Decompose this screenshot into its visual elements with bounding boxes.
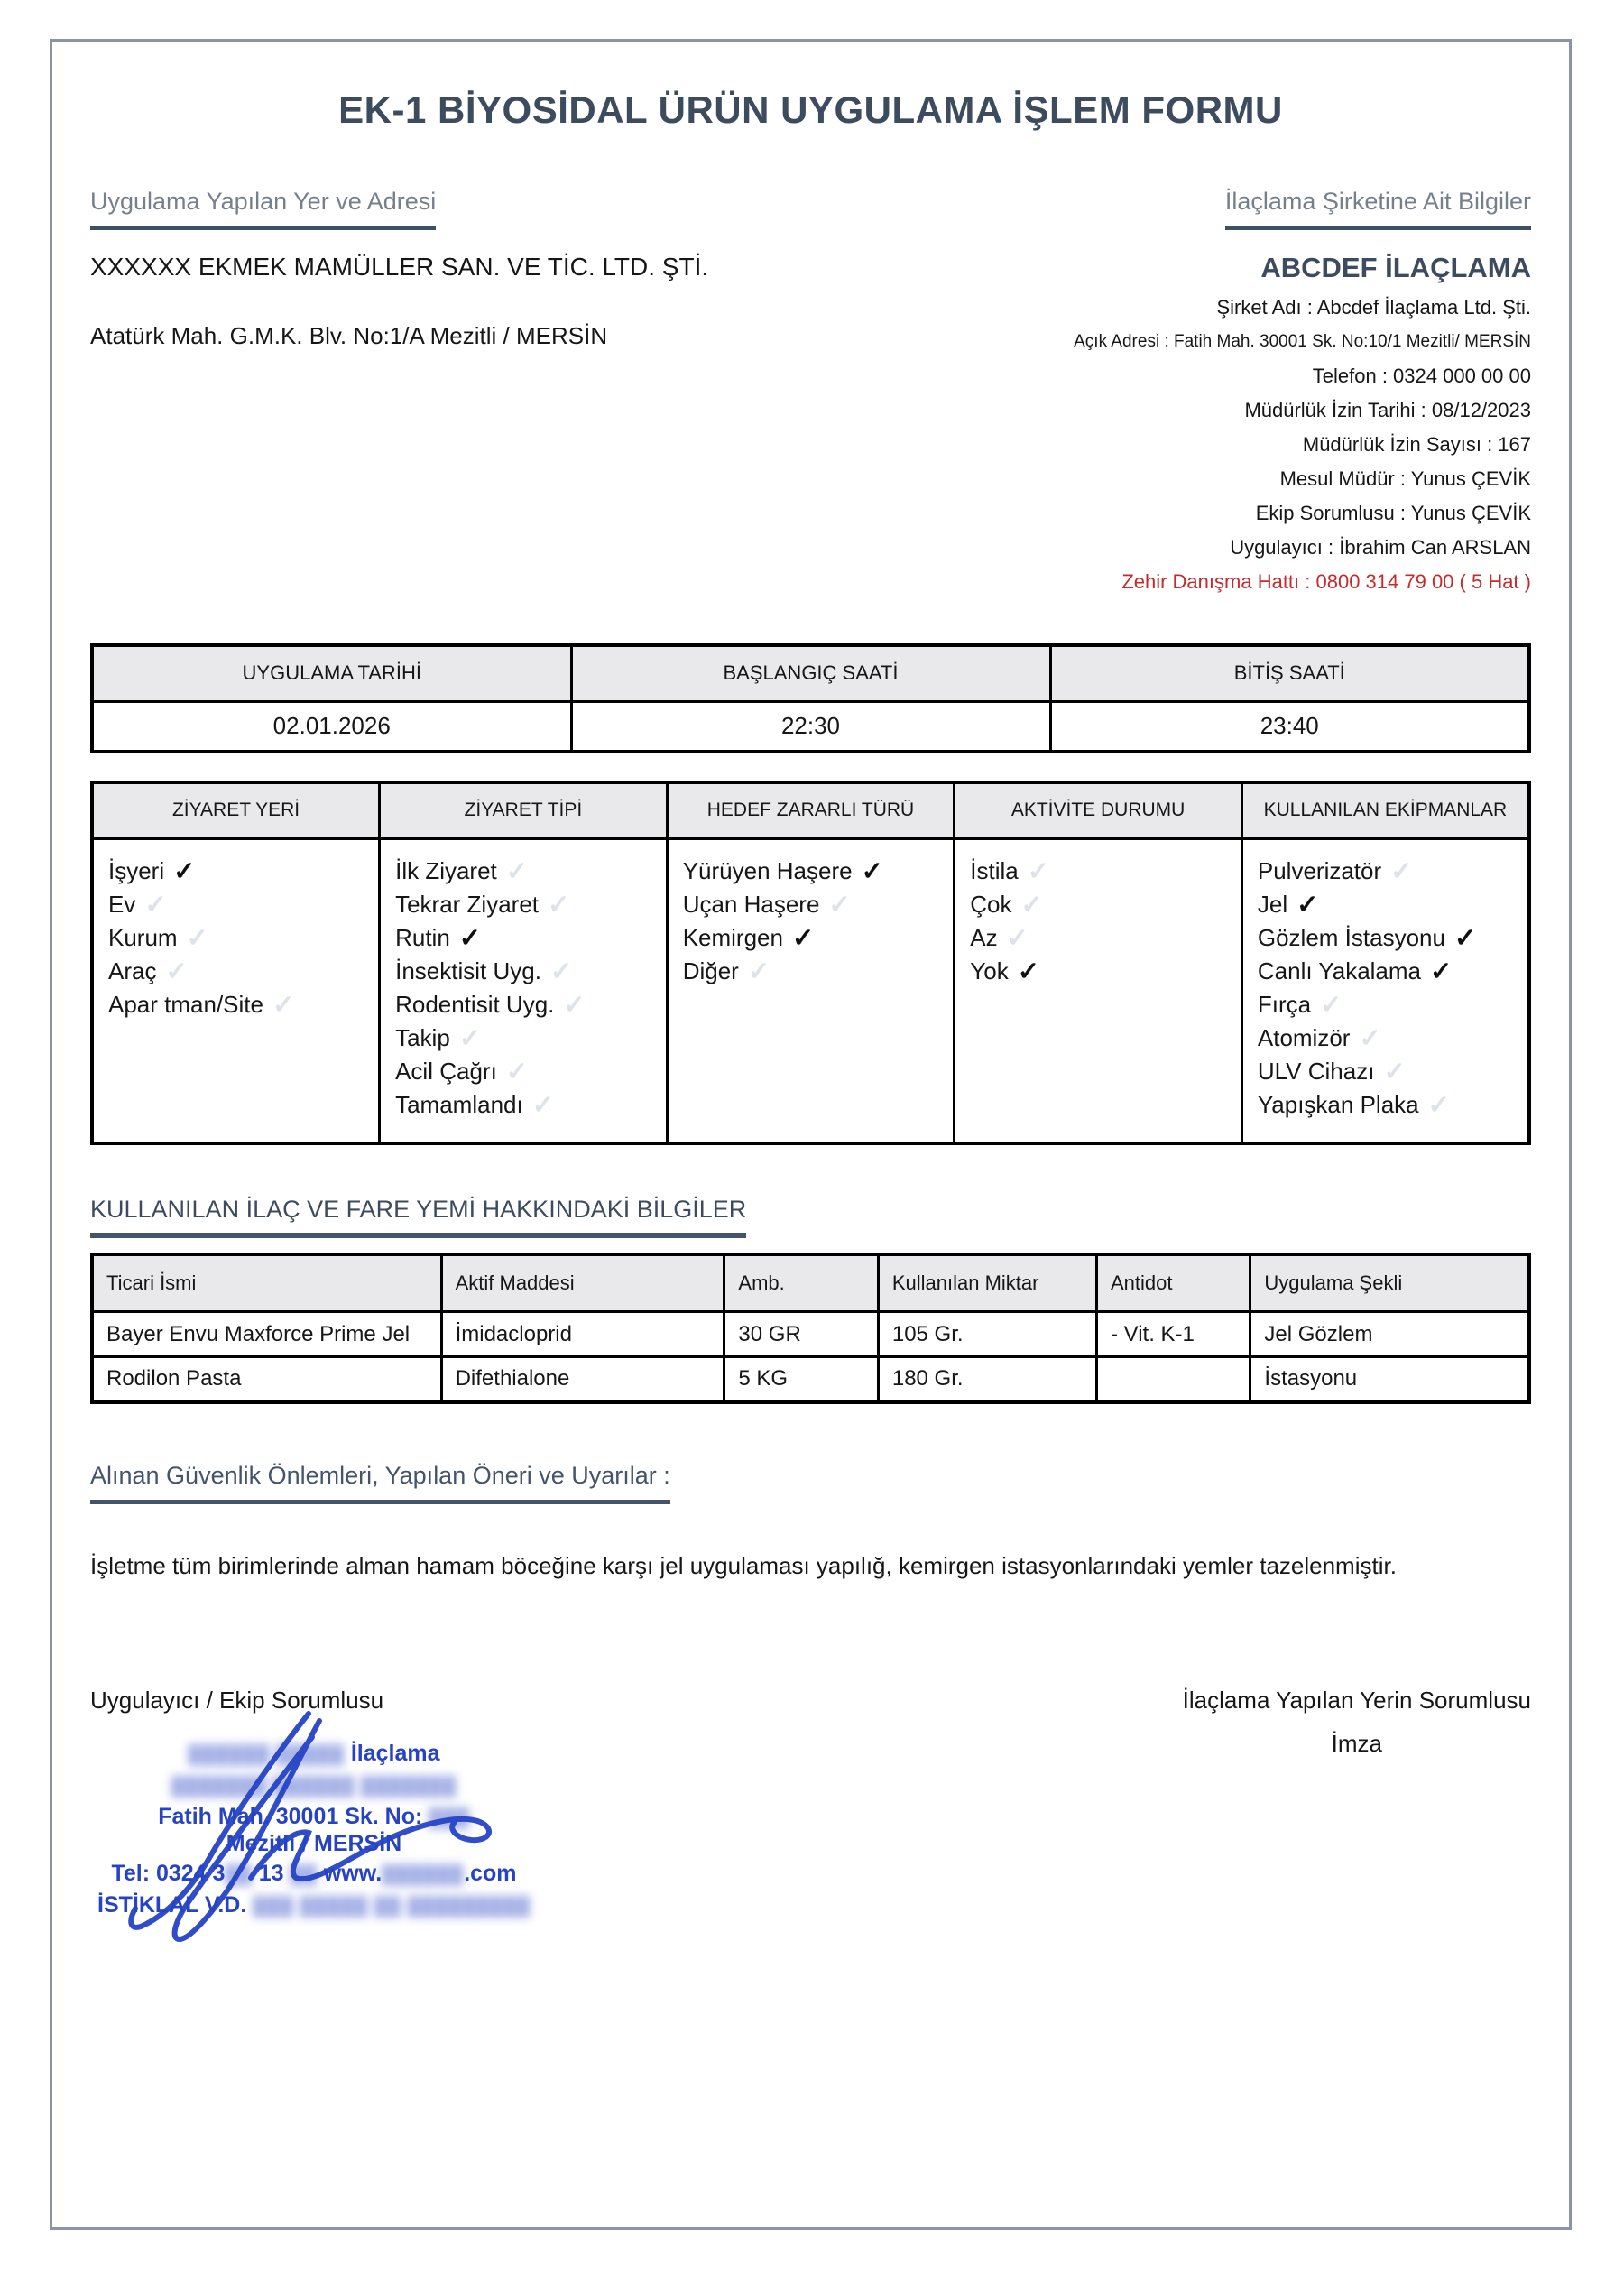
imza-label: İmza	[1331, 1729, 1382, 1757]
checklist-item	[970, 855, 1228, 888]
product-cell: - Vit. K-1	[1096, 1312, 1250, 1357]
page-title: EK-1 BİYOSİDAL ÜRÜN UYGULAMA İŞLEM FORMU	[338, 88, 1283, 131]
checklist-item	[1258, 955, 1515, 988]
check-icon: ✓	[144, 890, 167, 920]
visit-col-ziyaret-yeri	[92, 838, 380, 1143]
safety-section	[90, 1404, 1531, 1580]
check-icon: ✓	[505, 856, 529, 886]
check-icon: ✓	[1006, 923, 1029, 953]
product-row	[92, 1357, 1529, 1402]
stamp-line	[97, 1804, 531, 1831]
products-table	[90, 1253, 1531, 1404]
products-section	[90, 1145, 1531, 1238]
company-line-sirket-adi: Şirket Adı : Abcdef İlaçlama Ltd. Şti.	[1216, 296, 1531, 319]
page-frame	[50, 39, 1572, 2230]
visit-header-ekipmanlar: KULLANILAN EKİPMANLAR	[1241, 782, 1529, 838]
products-section-title: KULLANILAN İLAÇ VE FARE YEMİ HAKKINDAKİ BİLGİLER	[90, 1196, 746, 1238]
stamp-text: İlaçlama	[344, 1740, 440, 1766]
checklist-item-label: Takip	[395, 1023, 450, 1051]
checklist-item-label: Yürüyen Haşere	[682, 856, 853, 884]
products-header-amb: Amb.	[724, 1254, 878, 1312]
check-icon: ✓	[549, 957, 573, 986]
schedule-value-start: 22:30	[571, 701, 1050, 752]
visit-col-ekipmanlar	[1241, 838, 1529, 1143]
checklist-item	[1258, 988, 1515, 1021]
checklist-item	[683, 855, 941, 888]
visit-body-row	[92, 838, 1529, 1143]
checklist-item-label: İşyeri	[108, 856, 165, 884]
redacted-text: ███	[429, 1807, 470, 1828]
visit-table	[90, 781, 1531, 1145]
company-line-mesul-mudur: Mesul Müdür : Yunus ÇEVİK	[1279, 467, 1531, 490]
company-line-izin-tarihi: Müdürlük İzin Tarihi : 08/12/2023	[1244, 399, 1531, 421]
stamp-text: Fatih Mah. 30001 Sk. No:	[158, 1803, 429, 1829]
products-header-ticari-ismi: Ticari İsmi	[92, 1254, 441, 1312]
facility-name: XXXXXX EKMEK MAMÜLLER SAN. VE TİC. LTD. ŞTİ.	[90, 253, 709, 281]
stamp-line	[97, 1861, 531, 1888]
facility-address: Atatürk Mah. G.M.K. Blv. No:1/A Mezitli / MERSİN	[90, 322, 608, 349]
stamp-text: İSTİKLAL V.D.	[97, 1891, 254, 1918]
schedule-value-date: 02.01.2026	[92, 701, 571, 752]
checklist-item-label: Uçan Haşere	[682, 890, 820, 918]
checklist-item-label: Yok	[970, 957, 1009, 984]
section-headings-row	[90, 188, 1531, 230]
products-header-aktif-maddesi: Aktif Maddesi	[441, 1254, 724, 1312]
company-line-izin-sayisi: Müdürlük İzin Sayısı : 167	[1302, 433, 1531, 456]
checklist-item-label: İstila	[970, 856, 1019, 884]
checklist-item	[683, 888, 941, 921]
checklist-item-label: Yapışkan Plaka	[1257, 1090, 1419, 1118]
check-icon: ✓	[1320, 990, 1343, 1020]
redacted-text: ██	[225, 1864, 253, 1885]
checklist-item-label: Çok	[970, 890, 1012, 918]
stamp-text: www.	[317, 1860, 383, 1886]
check-icon: ✓	[165, 957, 188, 986]
checklist-item-label: Atomizör	[1257, 1023, 1351, 1051]
page-content	[52, 88, 1569, 2274]
safety-note-text: İşletme tüm birimlerinde alman hamam böceğine karşı jel uygulaması yapılığ, kemirgen istasyonlarındaki yemler tazelenmiştir.	[90, 1551, 1397, 1579]
company-line-telefon: Telefon : 0324 000 00 00	[1312, 365, 1531, 387]
check-icon: ✓	[1017, 957, 1040, 986]
product-cell: Rodilon Pasta	[92, 1357, 441, 1402]
check-icon: ✓	[186, 923, 208, 953]
redacted-text: ███ █████ ██ █████████	[253, 1896, 531, 1917]
schedule-header-end: BİTİŞ SAATİ	[1050, 645, 1529, 701]
visit-header-ziyaret-yeri: ZİYARET YERİ	[92, 782, 380, 838]
checklist-item	[970, 888, 1228, 921]
check-icon: ✓	[458, 1023, 482, 1053]
visit-col-hedef-zararli	[667, 838, 955, 1143]
checklist-item-label: İlk Ziyaret	[395, 856, 497, 884]
checklist-item-label: Canlı Yakalama	[1257, 957, 1422, 984]
product-cell: 30 GR	[724, 1312, 878, 1357]
checklist-item-label: Apar tman/Site	[108, 990, 263, 1018]
checklist-item	[395, 855, 653, 888]
check-icon: ✓	[861, 856, 883, 886]
visit-header-row	[92, 782, 1529, 838]
products-header-antidot: Antidot	[1096, 1254, 1250, 1312]
check-icon: ✓	[747, 957, 770, 986]
signatures-row	[90, 1686, 1531, 1918]
product-row	[92, 1312, 1529, 1357]
stamp-line	[97, 1892, 531, 1919]
product-cell: İstasyonu	[1250, 1357, 1529, 1402]
stamp-text: Mezitli / MERSİN	[226, 1830, 402, 1856]
product-cell	[1096, 1357, 1250, 1402]
product-cell: Jel Gözlem	[1250, 1312, 1529, 1357]
checklist-item	[1258, 888, 1515, 921]
site-responsible-title: İlaçlama Yapılan Yerin Sorumlusu	[1182, 1686, 1531, 1714]
schedule-header-date: UYGULAMA TARİHİ	[92, 645, 571, 701]
checklist-item-label: Kurum	[108, 923, 178, 951]
product-cell: 105 Gr.	[878, 1312, 1096, 1357]
poison-hotline: Zehir Danışma Hattı : 0800 314 79 00 ( 5 Hat )	[1121, 570, 1531, 593]
stamp-text: .com	[464, 1860, 517, 1886]
visit-col-ziyaret-tipi	[380, 838, 668, 1143]
redacted-text: ███████ ██████ ███████	[171, 1776, 457, 1797]
company-line-ekip-sorumlusu: Ekip Sorumlusu : Yunus ÇEVİK	[1255, 502, 1531, 524]
schedule-value-row	[92, 701, 1529, 752]
visit-header-ziyaret-tipi: ZİYARET TİPİ	[380, 782, 668, 838]
check-icon: ✓	[1453, 923, 1477, 953]
visit-header-aktivite: AKTİVİTE DURUMU	[955, 782, 1242, 838]
redacted-text: ██	[290, 1864, 318, 1885]
checklist-item	[108, 888, 365, 921]
checklist-item-label: Az	[970, 923, 998, 951]
checklist-item-label: Tekrar Ziyaret	[395, 890, 540, 918]
schedule-header-start: BAŞLANGIÇ SAATİ	[571, 645, 1050, 701]
checklist-item	[108, 855, 365, 888]
company-section-heading: İlaçlama Şirketine Ait Bilgiler	[1225, 188, 1531, 230]
product-cell: 180 Gr.	[878, 1357, 1096, 1402]
company-name: ABCDEF İLAÇLAMA	[1260, 252, 1531, 283]
checklist-item	[395, 1021, 653, 1055]
checklist-item	[395, 921, 653, 955]
check-icon: ✓	[548, 890, 570, 920]
stamp-line	[97, 1772, 531, 1799]
safety-section-heading: Alınan Güvenlik Önlemleri, Yapılan Öneri ve Uyarılar :	[90, 1462, 670, 1504]
check-icon: ✓	[173, 856, 196, 886]
check-icon: ✓	[505, 1057, 529, 1086]
checklist-item	[108, 921, 365, 955]
checklist-item	[1258, 921, 1515, 955]
schedule-header-row	[92, 645, 1529, 701]
checklist-item	[1258, 1021, 1515, 1055]
checklist-item-label: İnsektisit Uyg.	[395, 957, 541, 984]
checklist-item	[683, 955, 941, 988]
checklist-item-label: Gözlem İstasyonu	[1257, 923, 1445, 951]
stamp-text: 13	[252, 1860, 291, 1886]
checklist-item-label: Tamamlandı	[395, 1090, 523, 1118]
checklist-item	[395, 1088, 653, 1122]
company-line-acik-adresi: Açık Adresi : Fatih Mah. 30001 Sk. No:10/1 Mezitli/ MERSİN	[1074, 332, 1531, 351]
product-cell: İmidacloprid	[441, 1312, 724, 1357]
stamp-line	[97, 1741, 531, 1768]
check-icon: ✓	[1427, 1090, 1450, 1120]
company-stamp	[97, 1736, 531, 1919]
check-icon: ✓	[531, 1090, 555, 1120]
check-icon: ✓	[1296, 890, 1319, 920]
check-icon: ✓	[458, 923, 482, 953]
company-info-block	[839, 252, 1531, 593]
checklist-item	[108, 988, 365, 1021]
product-cell: 5 KG	[724, 1357, 878, 1402]
redacted-text: ██████ █████	[188, 1744, 345, 1765]
stamp-text: Tel: 0324 3	[111, 1860, 226, 1886]
check-icon: ✓	[791, 923, 815, 953]
checklist-item-label: ULV Cihazı	[1257, 1057, 1375, 1085]
checklist-item-label: Diğer	[682, 957, 739, 984]
info-row	[90, 252, 1531, 593]
schedule-value-end: 23:40	[1050, 701, 1529, 752]
check-icon: ✓	[1430, 957, 1453, 986]
site-section-heading: Uygulama Yapılan Yer ve Adresi	[90, 188, 436, 230]
applicator-signature-title: Uygulayıcı / Ekip Sorumlusu	[90, 1686, 384, 1714]
schedule-table	[90, 643, 1531, 753]
products-header-miktar: Kullanılan Miktar	[878, 1254, 1096, 1312]
redacted-text: ██████	[382, 1864, 465, 1885]
checklist-item	[395, 955, 653, 988]
site-info-block	[90, 252, 839, 593]
checklist-item	[683, 921, 941, 955]
checklist-item	[1258, 855, 1515, 888]
checklist-item-label: Pulverizatör	[1257, 856, 1382, 884]
check-icon: ✓	[563, 990, 586, 1020]
checklist-item-label: Kemirgen	[682, 923, 783, 951]
check-icon: ✓	[1390, 856, 1413, 886]
site-responsible-signature-block	[1183, 1687, 1531, 1757]
products-header-uygulama-sekli: Uygulama Şekli	[1250, 1254, 1529, 1312]
checklist-item	[108, 955, 365, 988]
check-icon: ✓	[1027, 856, 1050, 886]
checklist-item-label: Rutin	[395, 923, 450, 951]
stamp-line	[97, 1831, 531, 1856]
check-icon: ✓	[1359, 1023, 1381, 1053]
checklist-item-label: Fırça	[1257, 990, 1312, 1018]
checklist-item	[395, 988, 653, 1021]
checklist-item-label: Ev	[108, 890, 136, 918]
checklist-item	[1258, 1055, 1515, 1088]
visit-header-hedef-zararli: HEDEF ZARARLI TÜRÜ	[667, 782, 955, 838]
checklist-item-label: Rodentisit Uyg.	[395, 990, 555, 1018]
checklist-item	[395, 888, 653, 921]
checklist-item-label: Araç	[108, 957, 157, 984]
check-icon: ✓	[1383, 1057, 1406, 1086]
product-cell: Bayer Envu Maxforce Prime Jel	[92, 1312, 441, 1357]
checklist-item	[970, 921, 1228, 955]
product-cell: Difethialone	[441, 1357, 724, 1402]
checklist-item-label: Acil Çağrı	[395, 1057, 497, 1085]
products-header-row	[92, 1254, 1529, 1312]
checklist-item	[1258, 1088, 1515, 1122]
check-icon: ✓	[828, 890, 851, 920]
checklist-item	[970, 955, 1228, 988]
company-line-uygulayici: Uygulayıcı : İbrahim Can ARSLAN	[1230, 536, 1531, 559]
checklist-item	[395, 1055, 653, 1088]
check-icon: ✓	[1020, 890, 1043, 920]
visit-col-aktivite	[955, 838, 1242, 1143]
check-icon: ✓	[272, 990, 295, 1020]
checklist-item-label: Jel	[1257, 890, 1288, 918]
